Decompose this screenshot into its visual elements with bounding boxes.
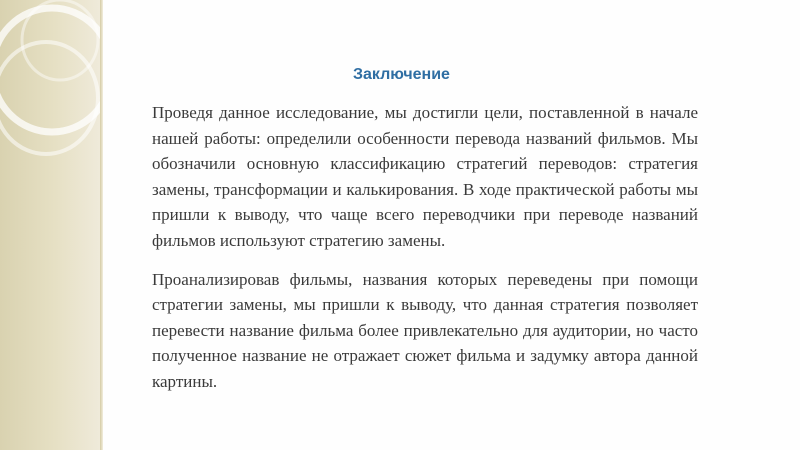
- paragraph-1: Проведя данное исследование, мы достигли цели, поставленной в начале нашей работы: определили особенности перевода названий фильмов. Мы обозначили основную классификацию стратегий переводов: стратегия замены, трансформации и калькирования. В ходе практической работы мы пришли к выводу, что чаще всего переводчики при переводе названий фильмов используют стратегию замены.: [152, 103, 698, 250]
- paragraph-2: Проанализировав фильмы, названия которых переведены при помощи стратегии замены, мы пришли к выводу, что данная стратегия позволяет перевести название фильма более привлекательно для аудитории, но часто полученное название не отражает сюжет фильма и задумку автора данной картины.: [152, 269, 698, 391]
- slide-body: [152, 100, 698, 395]
- decorative-side-panel: [0, 0, 100, 450]
- ring-ornaments: [0, 0, 100, 450]
- slide-title: Заключение: [353, 66, 450, 83]
- ring-ornament: [0, 42, 98, 154]
- side-panel-edge: [100, 0, 103, 450]
